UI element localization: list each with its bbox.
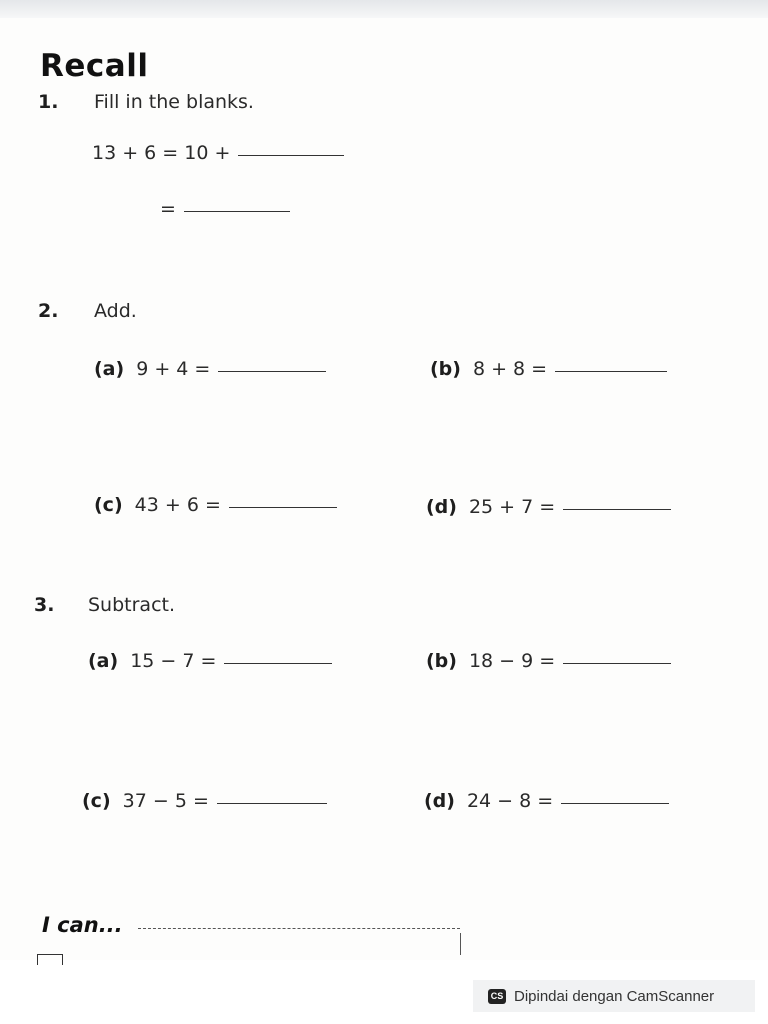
item-label: (c) [94, 494, 123, 516]
question-3b [426, 650, 671, 672]
question-3a [88, 650, 332, 672]
worksheet-page [0, 18, 768, 960]
item-label: (a) [94, 358, 125, 380]
i-can-writing-line[interactable] [138, 928, 460, 929]
answer-blank[interactable] [184, 210, 290, 212]
item-label: (b) [430, 358, 461, 380]
i-can-heading: I can... [42, 913, 123, 937]
answer-blank[interactable] [563, 662, 671, 664]
question-2-number: 2. [38, 300, 59, 322]
question-1-number: 1. [38, 91, 59, 113]
question-1-line-1 [92, 142, 344, 164]
item-expression: 43 + 6 = [134, 494, 221, 516]
item-label: (a) [88, 650, 119, 672]
question-2-instruction: Add. [94, 300, 137, 322]
question-2b [430, 358, 667, 380]
answer-blank[interactable] [238, 154, 344, 156]
question-2c [94, 494, 337, 516]
answer-blank[interactable] [224, 662, 332, 664]
answer-blank[interactable] [563, 508, 671, 510]
answer-blank[interactable] [229, 506, 337, 508]
answer-blank[interactable] [218, 370, 326, 372]
question-1-line-2 [160, 198, 290, 220]
question-3-instruction: Subtract. [88, 594, 176, 616]
question-3-number: 3. [34, 594, 55, 616]
item-label: (d) [426, 496, 457, 518]
question-3d [424, 790, 669, 812]
i-can-checkbox[interactable] [37, 954, 63, 965]
item-expression: 24 − 8 = [466, 790, 554, 812]
answer-blank[interactable] [555, 370, 667, 372]
camscanner-watermark [473, 980, 755, 1012]
item-expression: 9 + 4 = [136, 358, 211, 380]
camscanner-logo-icon: CS [488, 989, 506, 1004]
item-expression: 25 + 7 = [468, 496, 556, 518]
item-label: (b) [426, 650, 457, 672]
equals-sign: = [160, 198, 176, 220]
question-1-expression: 13 + 6 = 10 + [92, 142, 231, 164]
item-label: (d) [424, 790, 455, 812]
item-expression: 18 − 9 = [468, 650, 556, 672]
item-expression: 15 − 7 = [130, 650, 217, 672]
question-2d [426, 496, 671, 518]
item-expression: 37 − 5 = [122, 790, 209, 812]
page-title: Recall [40, 48, 149, 84]
i-can-box-edge [460, 933, 461, 955]
item-expression: 8 + 8 = [472, 358, 548, 380]
answer-blank[interactable] [217, 802, 327, 804]
question-1-instruction: Fill in the blanks. [94, 91, 254, 113]
question-3c [82, 790, 327, 812]
item-label: (c) [82, 790, 111, 812]
answer-blank[interactable] [561, 802, 669, 804]
watermark-text: Dipindai dengan CamScanner [514, 987, 715, 1005]
question-2a [94, 358, 326, 380]
